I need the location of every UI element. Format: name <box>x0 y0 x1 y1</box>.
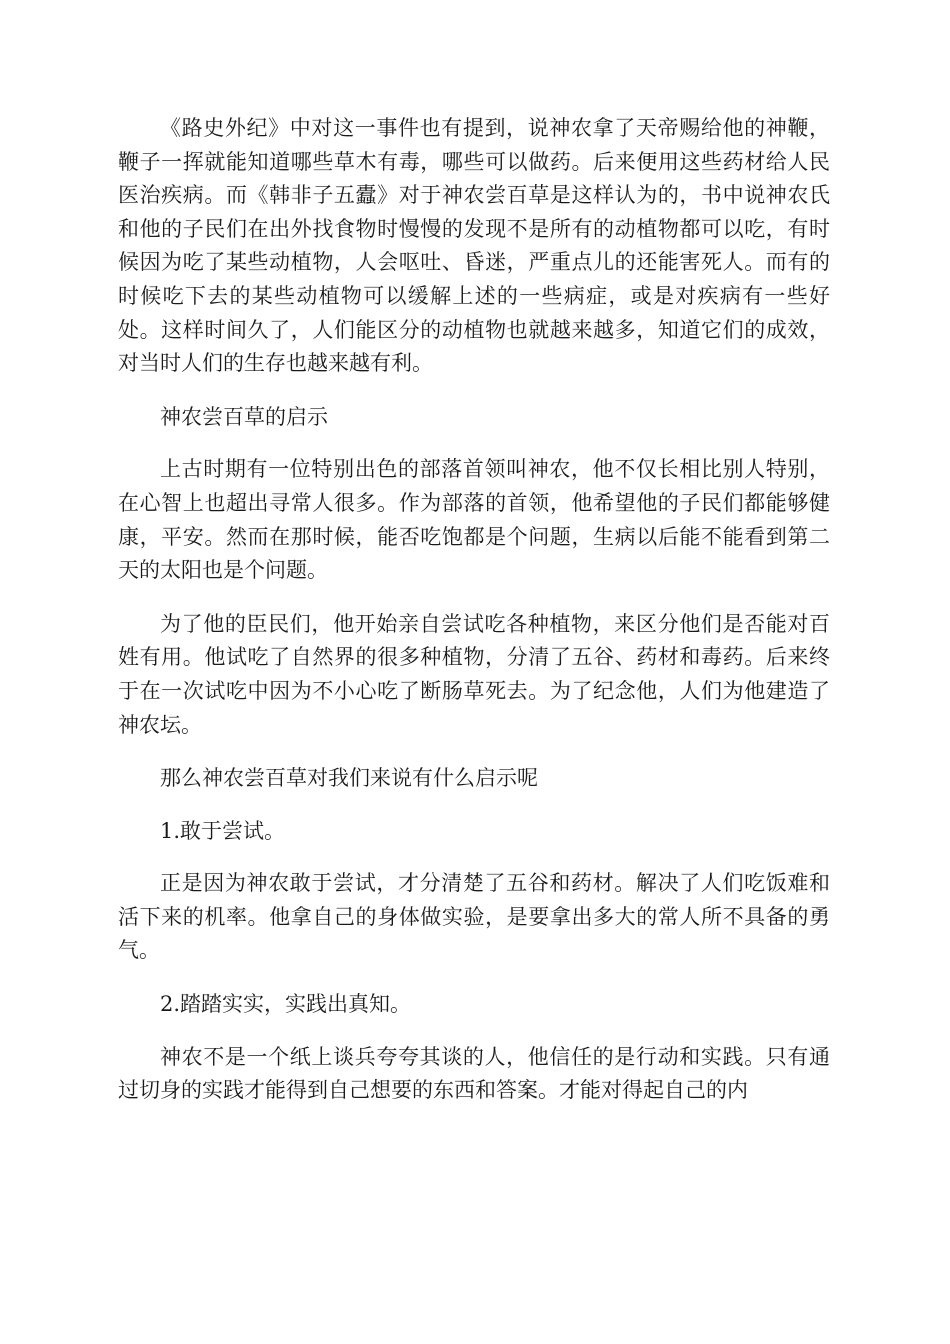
paragraph-practice: 神农不是一个纸上谈兵夸夸其谈的人，他信任的是行动和实践。只有通过切身的实践才能得到自己想要的东西和答案。才能对得起自己的内 <box>118 1044 830 1103</box>
paragraph-tasting-plants: 为了他的臣民们，他开始亲自尝试吃各种植物，来区分他们是否能对百姓有用。他试吃了自然界的很多种植物，分清了五谷、药材和毒药。后来终于在一次试吃中因为不小心吃了断肠草死去。为了纪念他，人们为他建造了神农坛。 <box>118 611 830 737</box>
document-page <box>118 112 830 1128</box>
list-heading-dare-to-try: 1.敢于尝试。 <box>160 818 286 843</box>
paragraph-tribal-leader: 上古时期有一位特别出色的部落首领叫神农，他不仅长相比别人特别，在心智上也超出寻常人很多。作为部落的首领，他希望他的子民们都能够健康，平安。然而在那时候，能否吃饱都是个问题，生病以后能不能看到第二天的太阳也是个问题。 <box>118 457 830 583</box>
list-heading-practice: 2.踏踏实实，实践出真知。 <box>160 992 412 1017</box>
paragraph-question: 那么神农尝百草对我们来说有什么启示呢 <box>160 766 538 791</box>
section-heading-enlightenment: 神农尝百草的启示 <box>160 404 328 429</box>
paragraph-dare-to-try: 正是因为神农敢于尝试，才分清楚了五谷和药材。解决了人们吃饭难和活下来的机率。他拿自己的身体做实验，是要拿出多大的常人所不具备的勇气。 <box>118 871 830 963</box>
paragraph-shennong-whip-legend: 《路史外纪》中对这一事件也有提到，说神农拿了天帝赐给他的神鞭，鞭子一挥就能知道哪些草木有毒，哪些可以做药。后来便用这些药材给人民医治疾病。而《韩非子五蠹》对于神农尝百草是这样认为的，书中说神农氏和他的子民们在出外找食物时慢慢的发现不是所有的动植物都可以吃，有时候因为吃了某些动植物，人会呕吐、昏迷，严重点儿的还能害死人。而有的时候吃下去的某些动植物可以缓解上述的一些病症，或是对疾病有一些好处。这样时间久了，人们能区分的动植物也就越来越多，知道它们的成效，对当时人们的生存也越来越有利。 <box>118 116 830 376</box>
